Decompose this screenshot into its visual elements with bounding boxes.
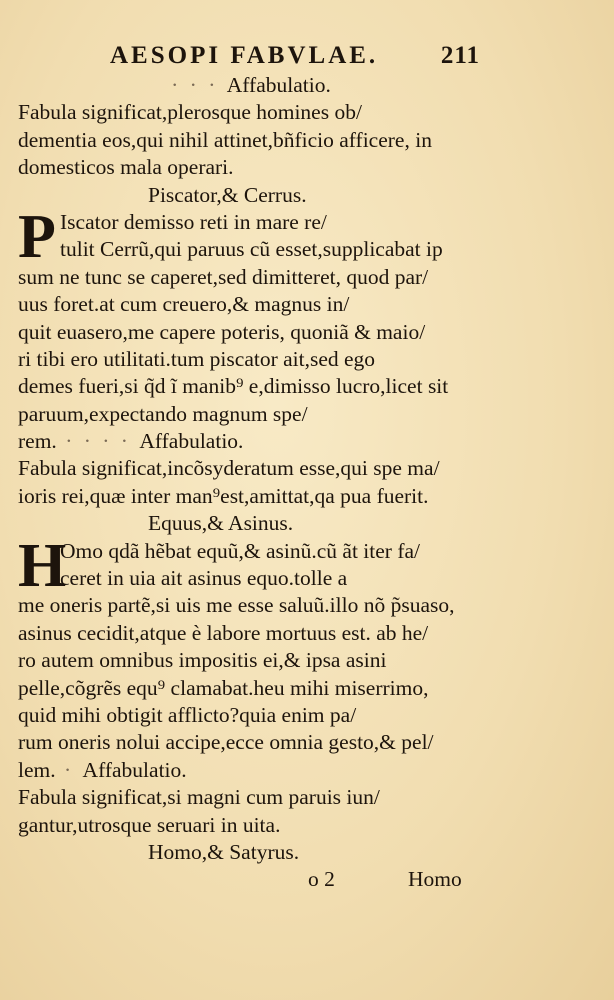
catchword: Homo (408, 867, 462, 892)
footer-line (18, 866, 484, 893)
text-line: domesticos mala operari. (18, 155, 234, 180)
text-line: asinus cecidit,atque è labore mortuus est. ab he/ (18, 620, 429, 645)
text-line: H Omo qdã hẽbat equũ,& asinũ.cũ ãt iter fa/ (18, 531, 421, 600)
fable-title-equus: Equus,& Asinus. (148, 511, 294, 536)
text-line: dementia eos,qui nihil attinet,bñficio afficere, in (18, 127, 432, 152)
folio-number: 211 (440, 42, 480, 69)
signature-mark: o 2 (308, 867, 335, 892)
text-line: sum ne tunc se caperet,sed dimitteret, quod par/ (18, 264, 429, 289)
text-line: rum oneris nolui accipe,ecce omnia gesto,& pel/ (18, 730, 434, 755)
text-line: me oneris partẽ,si uis me esse saluũ.illo nõ p̃suaso, (18, 593, 455, 618)
text-line: Fabula significat,plerosque homines ob/ (18, 100, 362, 125)
text-block (18, 72, 484, 894)
text-line: ro autem omnibus impositis ei,& ipsa asini (18, 648, 387, 673)
page-header (110, 42, 480, 76)
text-line: paruum,expectando magnum spe/ (18, 401, 308, 426)
text-line: demes fueri,si q̃d ĩ manib⁹ e,dimisso lucro,licet sit (18, 374, 449, 399)
text-line: pelle,cõgrẽs equ⁹ clamabat.heu mihi miserrimo, (18, 675, 429, 700)
text-line: quid mihi obtigit afflicto?quia enim pa/ (18, 702, 357, 727)
text-line: ioris rei,quæ inter man⁹est,amittat,qa pua fuerit. (18, 483, 429, 508)
text-line: Fabula significat,incõsyderatum esse,qui spe ma/ (18, 456, 440, 481)
text-line: quit euasero,me capere poteris, quoniã & maio/ (18, 319, 426, 344)
text-line-with-heading: lem. · Affabulatio. (18, 757, 187, 782)
dropcap-p: P (18, 202, 56, 271)
text-line: uus foret.at cum creuero,& magnus in/ (18, 292, 350, 317)
text-line: Fabula significat,si magni cum paruis iun/ (18, 785, 380, 810)
text-line: P Iscator demisso reti in mare re/ (18, 202, 327, 271)
text-line: ceret in uia ait asinus equo.tolle a (60, 566, 348, 591)
running-title: AESOPI FABVLAE. (110, 42, 379, 69)
affabulatio-heading: · · · Affabulatio. (171, 73, 331, 97)
text-line: gantur,utrosque seruari in uita. (18, 812, 281, 837)
fable-title-homo: Homo,& Satyrus. (148, 839, 300, 864)
dropcap-h: H (18, 531, 67, 600)
text-line: ri tibi ero utilitati.tum piscator ait,sed ego (18, 346, 376, 371)
fable-title-piscator: Piscator,& Cerrus. (148, 182, 307, 207)
text-line: tulit Cerrũ,qui paruus cũ esset,supplicabat ip (60, 237, 443, 262)
text-line-with-heading: rem. · · · · Affabulatio. (18, 429, 244, 454)
